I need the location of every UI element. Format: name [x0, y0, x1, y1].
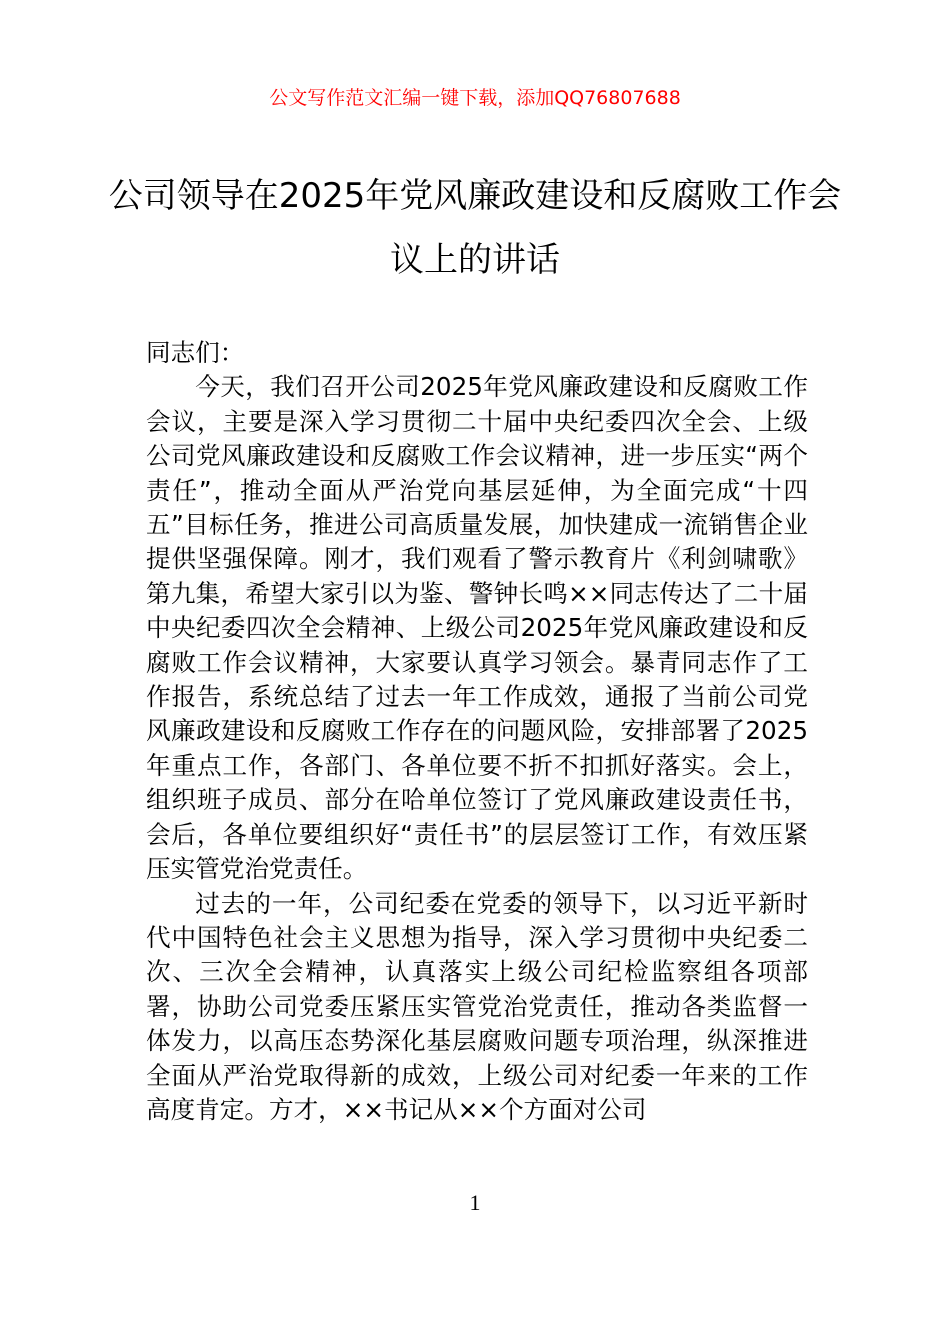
page-number: 1 [469, 1190, 481, 1215]
document-body [146, 336, 808, 1127]
salutation: 同志们： [146, 338, 245, 367]
paragraph-2: 过去的一年，公司纪委在党委的领导下，以习近平新时代中国特色社会主义思想为指导，深入学习贯彻中央纪委二次、三次全会精神，认真落实上级公司纪检监察组各项部署，协助公司党委压紧压实管党治党责任，推动各类监督一体发力，以高压态势深化基层腐败问题专项治理，纵深推进全面从严治党取得新的成效，上级公司对纪委一年来的工作高度肯定。方才，××书记从××个方面对公司 [146, 888, 808, 1124]
download-banner: 公文写作范文汇编一键下载，添加QQ76807688 [269, 87, 681, 109]
paragraph-1: 今天，我们召开公司2025年党风廉政建设和反腐败工作会议，主要是深入学习贯彻二十届中央纪委四次全会、上级公司党风廉政建设和反腐败工作会议精神，进一步压实“两个责任”，推动全面从严治党向基层延伸，为全面完成“十四五”目标任务，推进公司高质量发展，加快建成一流销售企业提供坚强保障。刚才，我们观看了警示教育片《利剑啸歌》第九集，希望大家引以为鉴、警钟长鸣××同志传达了二十届中央纪委四次全会精神、上级公司2025年党风廉政建设和反腐败工作会议精神，大家要认真学习领会。暴青同志作了工作报告，系统总结了过去一年工作成效，通报了当前公司党风廉政建设和反腐败工作存在的问题风险，安排部署了2025年重点工作，各部门、各单位要不折不扣抓好落实。会上，组织班子成员、部分在哈单位签订了党风廉政建设责任书，会后，各单位要组织好“责任书”的层层签订工作，有效压紧压实管党治党责任。 [146, 372, 808, 884]
document-title: 公司领导在2025年党风廉政建设和反腐败工作会议上的讲话 [108, 176, 842, 280]
